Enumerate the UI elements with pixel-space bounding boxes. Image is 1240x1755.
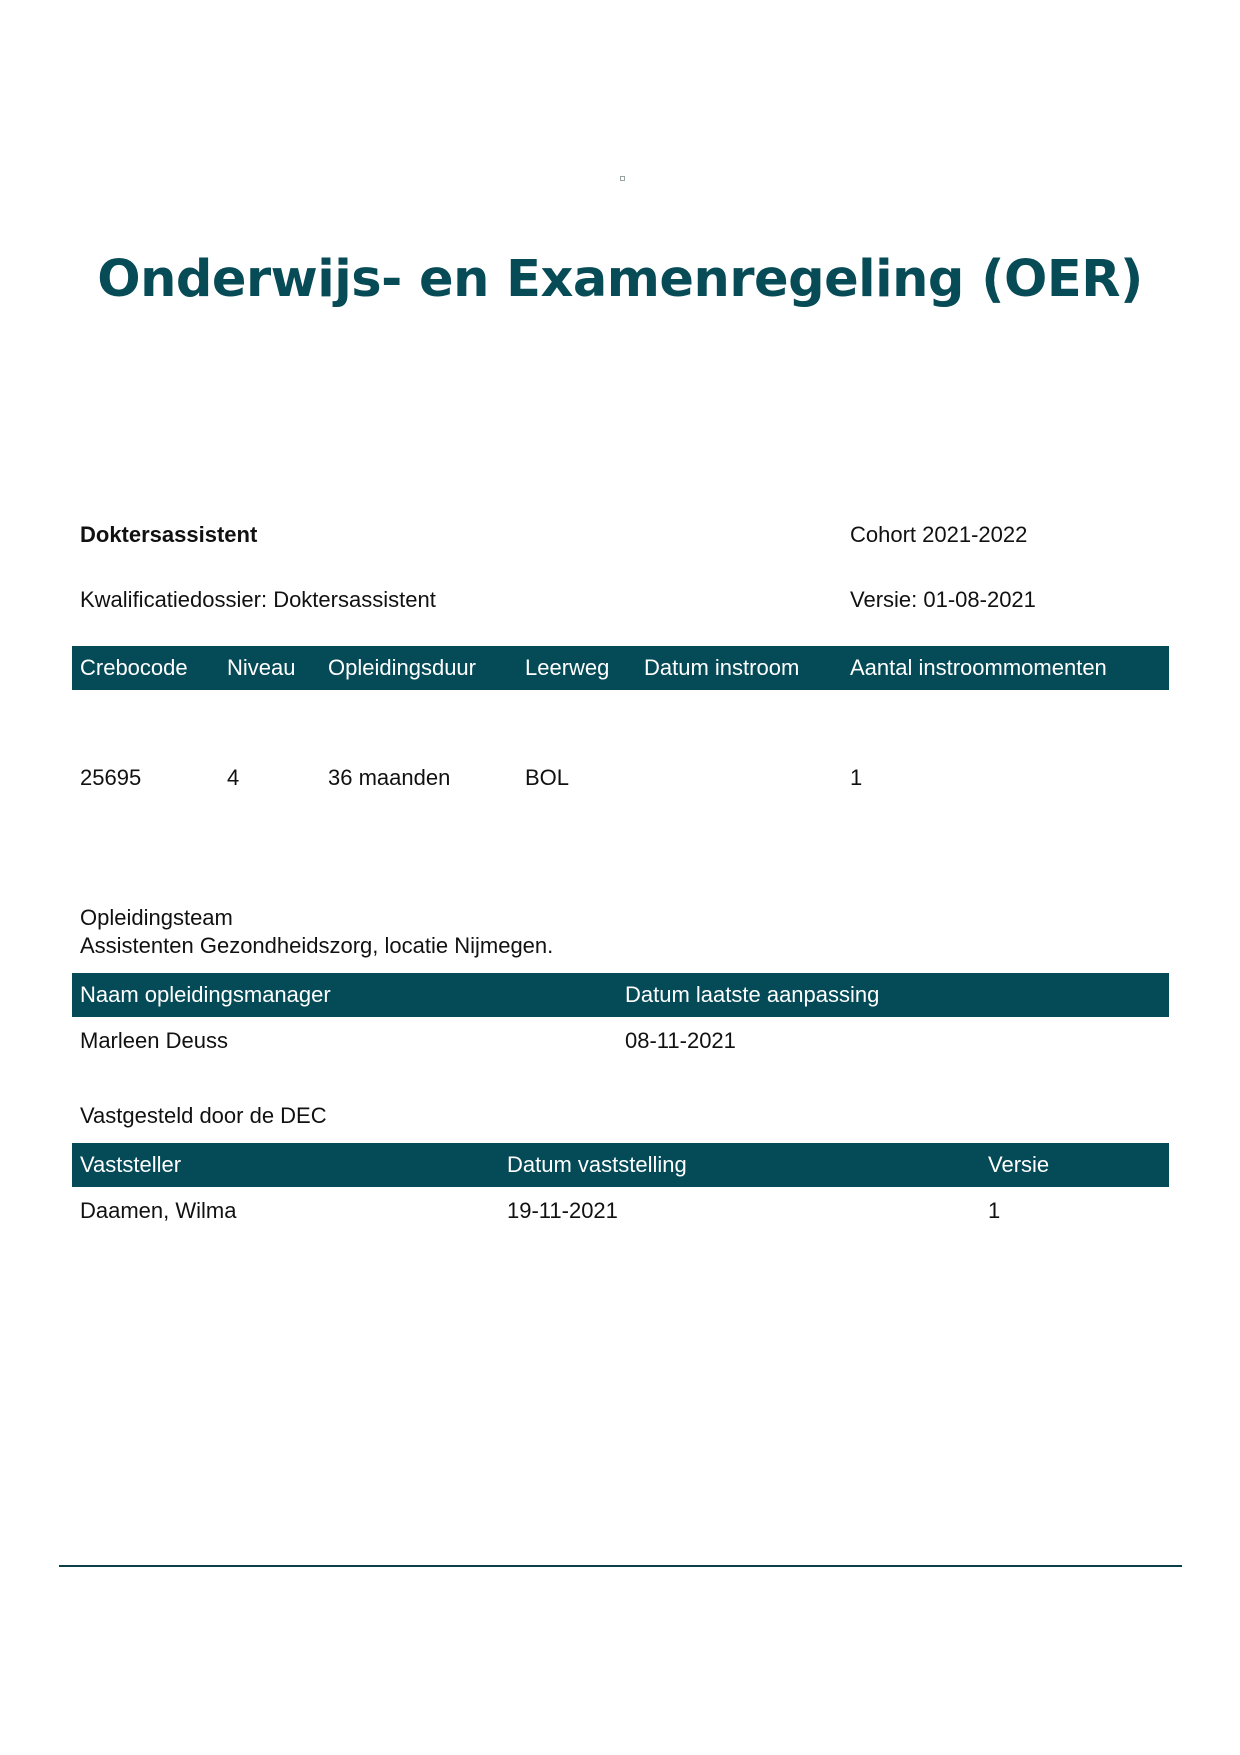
header-datum-laatste-aanpassing: Datum laatste aanpassing <box>625 982 880 1007</box>
cell-niveau: 4 <box>227 765 240 790</box>
header-crebocode: Crebocode <box>80 655 188 680</box>
opleidingsteam-label: Opleidingsteam <box>80 905 233 930</box>
table3-header <box>72 1143 1169 1187</box>
cell-opleidingsmanager: Marleen Deuss <box>80 1028 228 1053</box>
opleidingsteam-value: Assistenten Gezondheidszorg, locatie Nijmegen. <box>80 933 554 958</box>
cohort: Cohort 2021-2022 <box>850 522 1028 547</box>
header-naam-opleidingsmanager: Naam opleidingsmanager <box>80 982 331 1007</box>
cell-laatste-aanpassing: 08-11-2021 <box>625 1028 736 1053</box>
header-datum-instroom: Datum instroom <box>644 655 800 680</box>
cell-opleidingsduur: 36 maanden <box>328 765 451 790</box>
header-aantal-instroommomenten: Aantal instroommomenten <box>850 655 1107 680</box>
cell-aantal-instroommomenten: 1 <box>850 765 863 790</box>
header-niveau: Niveau <box>227 655 296 680</box>
header-leerweg: Leerweg <box>525 655 610 680</box>
document-title: Onderwijs- en Examenregeling (OER) <box>97 250 1143 309</box>
cell-leerweg: BOL <box>525 765 570 790</box>
cell-crebocode: 25695 <box>80 765 142 790</box>
cell-datum-vaststelling: 19-11-2021 <box>507 1198 618 1223</box>
table2-header <box>72 973 1169 1017</box>
header-opleidingsduur: Opleidingsduur <box>328 655 476 680</box>
kwalificatiedossier: Kwalificatiedossier: Doktersassistent <box>80 587 436 612</box>
footer-divider <box>59 1565 1182 1567</box>
table1-header <box>72 646 1169 690</box>
cell-versie: 1 <box>988 1198 1001 1223</box>
cell-vaststeller: Daamen, Wilma <box>80 1198 237 1223</box>
header-datum-vaststelling: Datum vaststelling <box>507 1152 687 1177</box>
header-vaststeller: Vaststeller <box>80 1152 182 1177</box>
opleiding-name: Doktersassistent <box>80 522 258 547</box>
versie-date: Versie: 01-08-2021 <box>850 587 1036 612</box>
placeholder-marker-icon <box>620 176 625 181</box>
vastgesteld-label: Vastgesteld door de DEC <box>80 1103 327 1128</box>
header-versie: Versie <box>988 1152 1050 1177</box>
